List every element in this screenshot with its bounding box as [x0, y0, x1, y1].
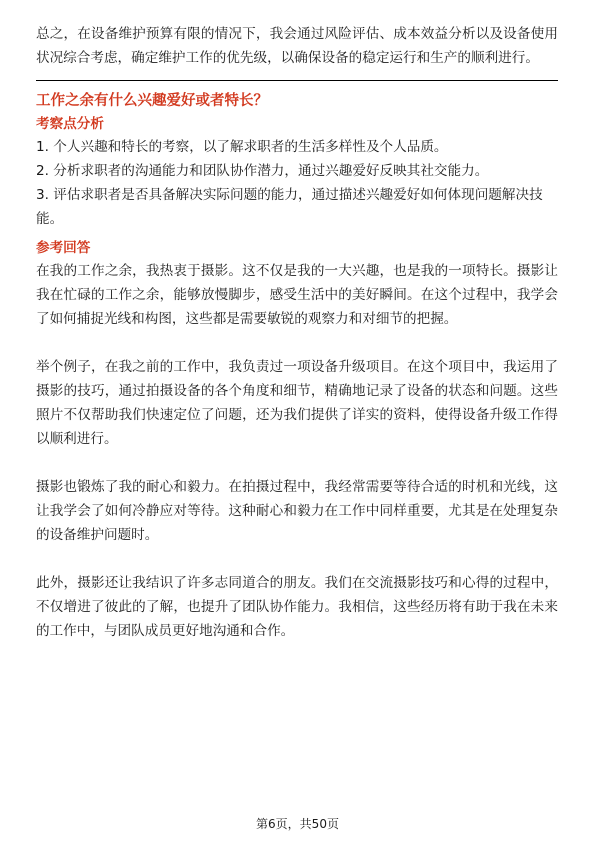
analysis-heading: 考察点分析 [36, 116, 104, 132]
answer-paragraph: 摄影也锻炼了我的耐心和毅力。在拍摄过程中，我经常需要等待合适的时机和光线，这让我学会了如何冷静应对等待。这种耐心和毅力在工作中同样重要，尤其是在处理复杂的设备维护问题时。 [36, 479, 558, 543]
analysis-list [36, 135, 558, 231]
answer-paragraph: 举个例子，在我之前的工作中，我负责过一项设备升级项目。在这个项目中，我运用了摄影的技巧，通过拍摄设备的各个角度和细节，精确地记录了设备的状态和问题。这些照片不仅帮助我们快速定位了问题，还为我们提供了详实的资料，使得设备升级工作得以顺利进行。 [36, 359, 558, 447]
list-item: 3. 评估求职者是否具备解决实际问题的能力，通过描述兴趣爱好如何体现问题解决技能。 [36, 187, 543, 227]
list-item: 2. 分析求职者的沟通能力和团队协作潜力，通过兴趣爱好反映其社交能力。 [36, 163, 489, 179]
intro-paragraph: 总之，在设备维护预算有限的情况下，我会通过风险评估、成本效益分析以及设备使用状况综合考虑，确定维护工作的优先级，以确保设备的稳定运行和生产的顺利进行。 [36, 26, 558, 66]
list-item: 1. 个人兴趣和特长的考察，以了解求职者的生活多样性及个人品质。 [36, 139, 448, 155]
answer-heading: 参考回答 [36, 240, 91, 256]
answer-paragraph: 在我的工作之余，我热衷于摄影。这不仅是我的一大兴趣，也是我的一项特长。摄影让我在忙碌的工作之余，能够放慢脚步，感受生活中的美好瞬间。在这个过程中，我学会了如何捕捉光线和构图，这些都是需要敏锐的观察力和对细节的把握。 [36, 263, 558, 327]
document-page [36, 22, 558, 643]
page-number: 第6页，共50页 [256, 817, 339, 831]
section-divider [36, 80, 558, 81]
question-title: 工作之余有什么兴趣爱好或者特长？ [36, 93, 268, 109]
answer-paragraph: 此外，摄影还让我结识了许多志同道合的朋友。我们在交流摄影技巧和心得的过程中，不仅增进了彼此的了解，也提升了团队协作能力。我相信，这些经历将有助于我在未来的工作中，与团队成员更好地沟通和合作。 [36, 575, 558, 639]
